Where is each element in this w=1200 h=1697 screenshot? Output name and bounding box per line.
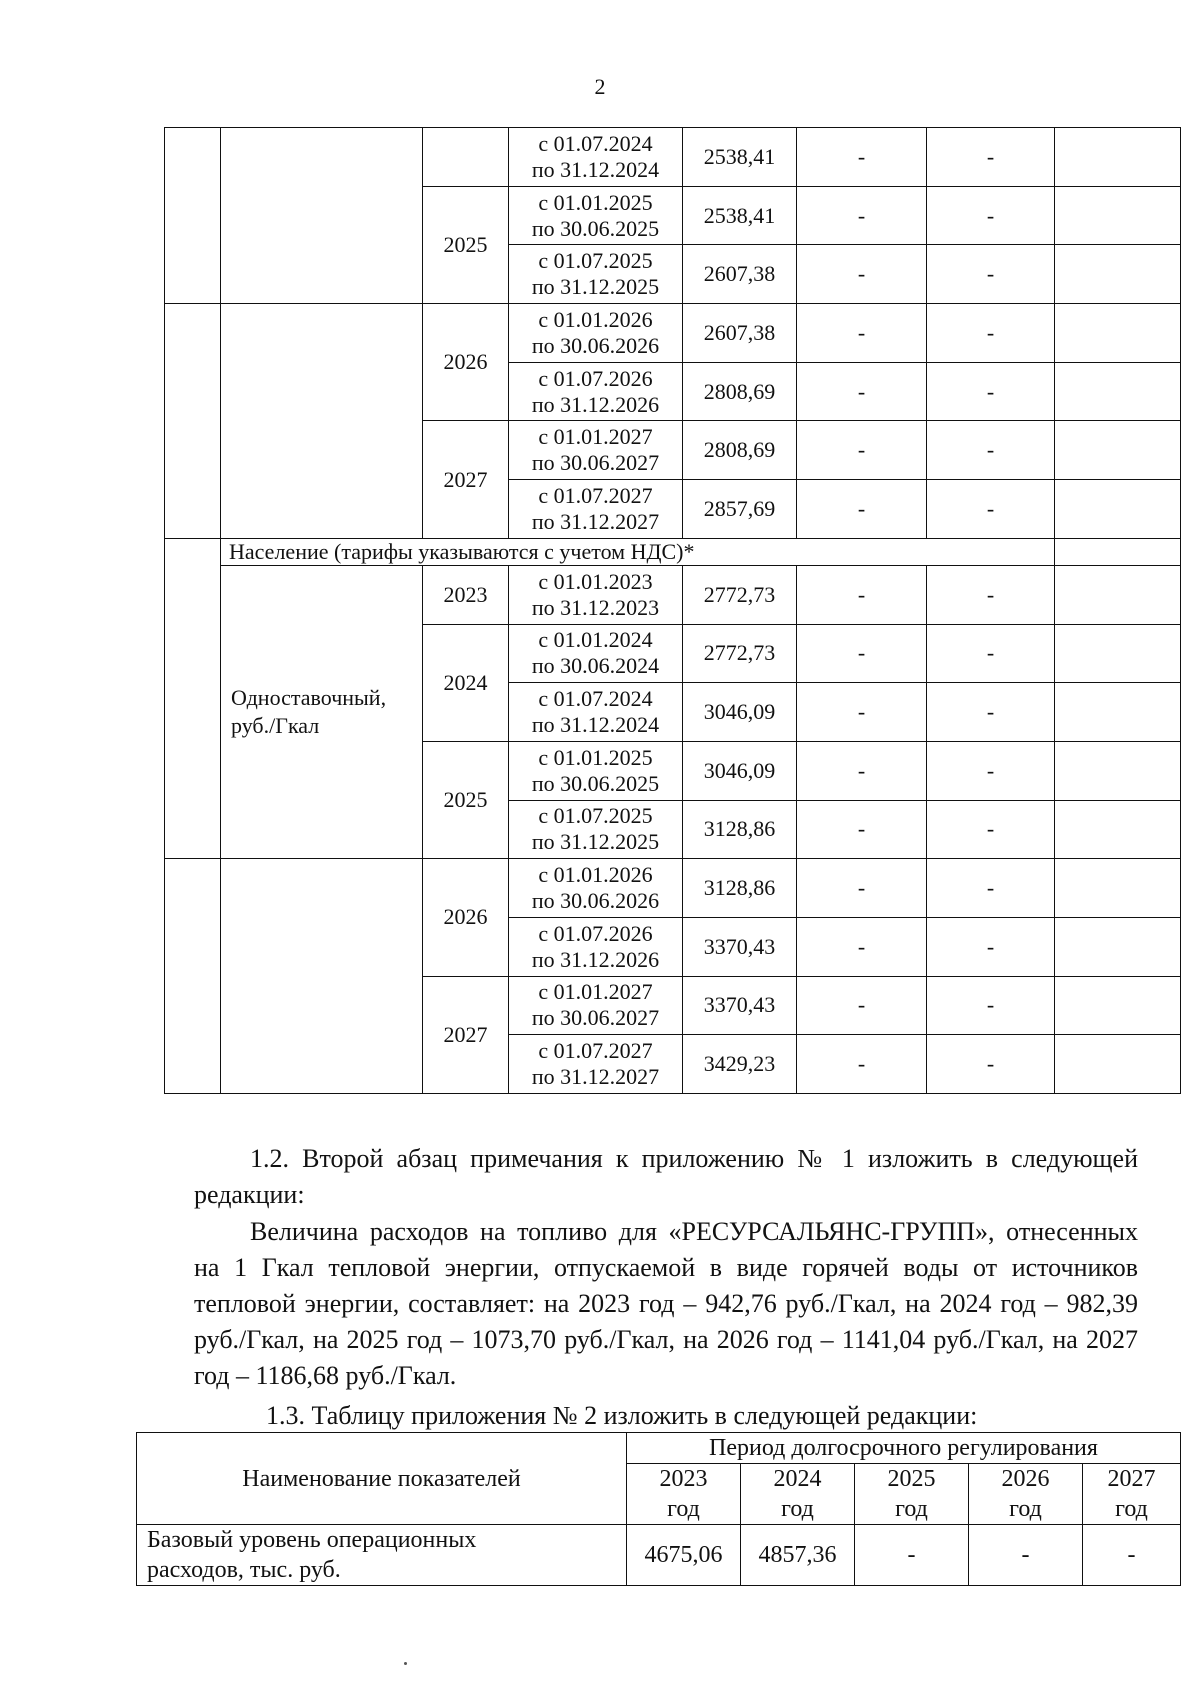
year-header: 2026 год (969, 1464, 1083, 1525)
dash-cell: - (797, 304, 927, 363)
indicator-value: - (1083, 1525, 1181, 1586)
table-cell (221, 128, 423, 304)
dash-cell: - (797, 800, 927, 859)
table-cell (1055, 683, 1181, 742)
section-1-2-heading: 1.2. Второй абзац примечания к приложению № 1 изложить в следующей редакции: (194, 1144, 1138, 1209)
period-cell: с 01.01.2023 по 31.12.2023 (509, 565, 683, 624)
dash-cell: - (797, 421, 927, 480)
tariff-value: 2607,38 (683, 304, 797, 363)
dash-cell: - (927, 245, 1055, 304)
dash-cell: - (927, 800, 1055, 859)
period-cell: с 01.07.2024 по 31.12.2024 (509, 683, 683, 742)
year-cell: 2026 (423, 859, 509, 976)
dash-cell: - (797, 565, 927, 624)
table-cell (165, 538, 221, 858)
indicator-value: 4675,06 (627, 1525, 741, 1586)
dash-cell: - (797, 362, 927, 421)
period-cell: с 01.01.2025 по 30.06.2025 (509, 186, 683, 245)
period-cell: с 01.07.2027 по 31.12.2027 (509, 480, 683, 539)
table-row (137, 1433, 1181, 1464)
year-header: 2025 год (855, 1464, 969, 1525)
tariff-value: 2538,41 (683, 128, 797, 187)
table-cell (1055, 800, 1181, 859)
tariff-value: 2538,41 (683, 186, 797, 245)
year-cell: 2025 (423, 741, 509, 858)
dash-cell: - (797, 859, 927, 918)
table-cell (1055, 480, 1181, 539)
dash-cell: - (927, 683, 1055, 742)
period-cell: с 01.01.2025 по 30.06.2025 (509, 741, 683, 800)
tariff-value: 3046,09 (683, 741, 797, 800)
dash-cell: - (797, 186, 927, 245)
dash-cell: - (797, 245, 927, 304)
tariff-table (164, 127, 1181, 1094)
table-cell (1055, 362, 1181, 421)
period-cell: с 01.07.2027 по 31.12.2027 (509, 1035, 683, 1094)
tariff-value: 3128,86 (683, 859, 797, 918)
table-cell (1055, 304, 1181, 363)
dash-cell: - (797, 1035, 927, 1094)
section-1-2-body: Величина расходов на топливо для «РЕСУРСАЛЬЯНС-ГРУПП», отнесенных на 1 Гкал тепловой энергии, отпускаемой в виде горячей воды от источников тепловой энергии, составляет: на 2023 год – 942,76 руб./Гкал, на 2024 год – 982,39 руб./Гкал, на 2025 год – 1073,70 руб./Гкал, на 2026 год – 1141,04 руб./Гкал, на 2027 год – 1186,68 руб./Гкал. (194, 1217, 1138, 1390)
dash-cell: - (797, 683, 927, 742)
period-cell: с 01.01.2024 по 30.06.2024 (509, 624, 683, 683)
tariff-value: 2808,69 (683, 421, 797, 480)
dash-cell: - (927, 362, 1055, 421)
dash-cell: - (927, 128, 1055, 187)
dash-cell: - (797, 128, 927, 187)
period-cell: с 01.07.2026 по 31.12.2026 (509, 362, 683, 421)
tariff-value: 2607,38 (683, 245, 797, 304)
tariff-type-label: Одноставочный, руб./Гкал (221, 565, 423, 858)
year-cell (423, 128, 509, 187)
year-cell: 2026 (423, 304, 509, 421)
table-row (165, 304, 1181, 363)
indicator-name: Базовый уровень операционных расходов, тыс. руб. (137, 1525, 627, 1586)
tariff-value: 2808,69 (683, 362, 797, 421)
tariff-value: 2772,73 (683, 624, 797, 683)
dash-cell: - (927, 741, 1055, 800)
indicator-value: 4857,36 (741, 1525, 855, 1586)
year-cell: 2023 (423, 565, 509, 624)
indicator-value: - (855, 1525, 969, 1586)
table-cell (221, 304, 423, 539)
dash-cell: - (927, 480, 1055, 539)
table-cell (221, 859, 423, 1094)
table-cell (1055, 917, 1181, 976)
year-header: 2024 год (741, 1464, 855, 1525)
dash-cell: - (927, 624, 1055, 683)
dash-cell: - (927, 304, 1055, 363)
dash-cell: - (927, 186, 1055, 245)
dash-cell: - (927, 421, 1055, 480)
tariff-value: 3370,43 (683, 976, 797, 1035)
dash-cell: - (927, 917, 1055, 976)
tariff-value: 2857,69 (683, 480, 797, 539)
dash-cell: - (927, 565, 1055, 624)
column-header-name: Наименование показателей (137, 1433, 627, 1525)
period-cell: с 01.01.2026 по 30.06.2026 (509, 859, 683, 918)
period-cell: с 01.07.2025 по 31.12.2025 (509, 800, 683, 859)
section-1-3-heading: 1.3. Таблицу приложения № 2 изложить в следующей редакции: (266, 1401, 978, 1430)
table-cell (165, 859, 221, 1094)
table-cell (1055, 538, 1181, 565)
tariff-value: 3370,43 (683, 917, 797, 976)
dash-cell: - (797, 917, 927, 976)
tariff-value: 3046,09 (683, 683, 797, 742)
indicator-value: - (969, 1525, 1083, 1586)
table-cell (1055, 186, 1181, 245)
dash-cell: - (927, 1035, 1055, 1094)
table-cell (1055, 565, 1181, 624)
table-cell (1055, 976, 1181, 1035)
period-header: Период долгосрочного регулирования (627, 1433, 1181, 1464)
period-cell: с 01.07.2024 по 31.12.2024 (509, 128, 683, 187)
dash-cell: - (927, 976, 1055, 1035)
table-cell (1055, 421, 1181, 480)
tariff-value: 3128,86 (683, 800, 797, 859)
table-row (165, 128, 1181, 187)
dash-cell: - (797, 624, 927, 683)
table-cell (1055, 624, 1181, 683)
table-row (165, 565, 1181, 624)
period-cell: с 01.01.2026 по 30.06.2026 (509, 304, 683, 363)
year-cell: 2024 (423, 624, 509, 741)
table-cell (1055, 1035, 1181, 1094)
table-row (165, 538, 1181, 565)
table-cell (165, 128, 221, 304)
scan-dot (404, 1662, 407, 1665)
indicators-table (136, 1432, 1181, 1586)
population-section-label: Население (тарифы указываются с учетом НДС)* (221, 538, 1055, 565)
year-header: 2023 год (627, 1464, 741, 1525)
dash-cell: - (797, 741, 927, 800)
table-cell (1055, 128, 1181, 187)
table-row (137, 1525, 1181, 1586)
table-cell (1055, 245, 1181, 304)
year-cell: 2027 (423, 976, 509, 1093)
page-number: 2 (594, 74, 606, 99)
dash-cell: - (927, 859, 1055, 918)
table-cell (165, 304, 221, 539)
period-cell: с 01.01.2027 по 30.06.2027 (509, 976, 683, 1035)
year-header: 2027 год (1083, 1464, 1181, 1525)
period-cell: с 01.07.2025 по 31.12.2025 (509, 245, 683, 304)
tariff-value: 2772,73 (683, 565, 797, 624)
dash-cell: - (797, 480, 927, 539)
table-row (165, 859, 1181, 918)
tariff-value: 3429,23 (683, 1035, 797, 1094)
table-cell (1055, 741, 1181, 800)
dash-cell: - (797, 976, 927, 1035)
year-cell: 2025 (423, 186, 509, 303)
period-cell: с 01.07.2026 по 31.12.2026 (509, 917, 683, 976)
table-cell (1055, 859, 1181, 918)
year-cell: 2027 (423, 421, 509, 538)
period-cell: с 01.01.2027 по 30.06.2027 (509, 421, 683, 480)
